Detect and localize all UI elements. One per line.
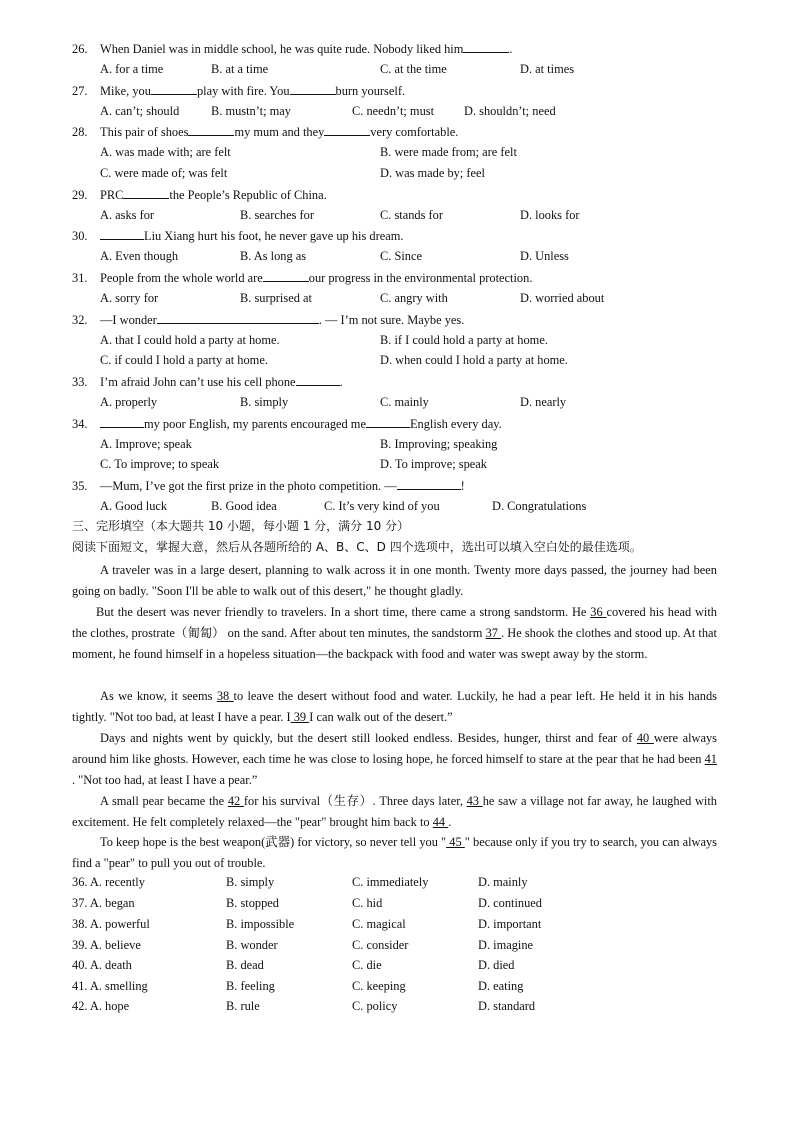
question-text: —I wonder: [100, 313, 157, 327]
question-text-end: .: [339, 375, 343, 389]
option-b: B. surprised at: [240, 291, 312, 305]
paragraph-text: . "Not too had, at least I have a pear.”: [72, 773, 258, 787]
cloze-blank-37: 37: [485, 626, 502, 640]
question-30: [72, 227, 403, 244]
option-a: A. properly: [100, 395, 158, 409]
option-d: D. looks for: [520, 208, 580, 222]
option-a: A. was made with; are felt: [100, 145, 231, 159]
cloze-option-b: B. simply: [226, 875, 275, 889]
paragraph-text: . He shook the clothes and stood up. At that moment, he found himself in a hopeless situation—the backpack with food and water was swept away by the storm.: [72, 626, 717, 661]
paragraph-text: he saw a village not far away, he laughed with excitement. He felt completely relaxed—the "pear" brought him back to: [72, 794, 717, 829]
cloze-option-b: B. wonder: [226, 938, 278, 952]
question-27: [72, 82, 405, 99]
paragraph-text: " because only if you try to search, you can always find a "pear" to pull you out of trouble.: [72, 835, 717, 870]
option-a: A. for a time: [100, 62, 164, 76]
answer-blank: [366, 415, 410, 428]
option-c: C. stands for: [380, 208, 443, 222]
question-33: [72, 373, 343, 390]
question-text: This pair of shoes: [100, 125, 189, 139]
paragraph-text: A small pear became the: [100, 794, 225, 808]
option-b: B. simply: [240, 395, 289, 409]
cloze-option-d: D. important: [478, 917, 542, 931]
answer-blank: [296, 373, 340, 386]
question-number: 26.: [72, 42, 88, 56]
cloze-option-b: B. rule: [226, 999, 260, 1013]
question-text-end: the People’s Republic of China.: [169, 188, 327, 202]
paragraph-text: .: [448, 815, 452, 829]
question-text: Mike, you: [100, 84, 151, 98]
question-number: 29.: [72, 188, 88, 202]
paragraph-text: for his survival（生存）. Three days later,: [243, 794, 463, 808]
question-34: [72, 415, 502, 432]
question-text-end: burn yourself.: [335, 84, 406, 98]
option-d: D. Unless: [520, 249, 569, 263]
option-d: D. was made by; feel: [380, 166, 485, 180]
paragraph-text: I can walk out of the desert.”: [309, 710, 453, 724]
question-number: 27.: [72, 84, 88, 98]
cloze-option-c: C. magical: [352, 917, 406, 931]
cloze-option-a: 38. A. powerful: [72, 917, 150, 931]
option-c: C. To improve; to speak: [100, 457, 220, 471]
question-text-end: Liu Xiang hurt his foot, he never gave up his dream.: [144, 229, 404, 243]
question-text: —Mum, I’ve got the first prize in the photo competition. —: [100, 479, 397, 493]
question-number: 35.: [72, 479, 88, 493]
option-a: A. can’t; should: [100, 104, 180, 118]
cloze-option-d: D. died: [478, 958, 515, 972]
passage-paragraph-2: [72, 602, 717, 665]
answer-blank: [123, 186, 169, 199]
cloze-option-a: 42. A. hope: [72, 999, 130, 1013]
option-b: B. As long as: [240, 249, 307, 263]
cloze-option-c: C. consider: [352, 938, 409, 952]
question-text: People from the whole world are: [100, 271, 263, 285]
option-b: B. if I could hold a party at home.: [380, 333, 548, 347]
question-number: 31.: [72, 271, 88, 285]
option-a: A. Good luck: [100, 499, 168, 513]
answer-blank: [188, 123, 234, 136]
passage-paragraph-5: [72, 791, 717, 833]
question-text: PRC: [100, 188, 124, 202]
cloze-option-a: 37. A. began: [72, 896, 135, 910]
option-d: D. nearly: [520, 395, 567, 409]
option-b: B. were made from; are felt: [380, 145, 517, 159]
answer-blank: [263, 269, 309, 282]
question-text-end: .: [509, 42, 513, 56]
paragraph-text: To keep hope is the best weapon(武器) for victory, so never tell you ": [100, 835, 447, 849]
option-a: A. asks for: [100, 208, 155, 222]
question-number: 30.: [72, 229, 88, 243]
passage-paragraph-3: [72, 686, 717, 728]
question-35: [72, 477, 465, 494]
cloze-blank-43: 43: [466, 794, 483, 808]
passage-paragraph-1: A traveler was in a large desert, planning to walk across it in one month. Twenty more days passed, the journey had been going on badly. "Soon I'll be able to walk out of this desert," he thought gladly.: [72, 563, 717, 598]
cloze-option-a: 40. A. death: [72, 958, 132, 972]
cloze-option-c: C. immediately: [352, 875, 429, 889]
paragraph-text: As we know, it seems: [100, 689, 213, 703]
cloze-option-c: C. die: [352, 958, 382, 972]
paragraph-text: to leave the desert without food and water. Luckily, he had a pear left. He held it in his hands tightly. "Not too bad, at least I have a pear. I: [72, 689, 717, 724]
question-text-mid: my mum and they: [234, 125, 325, 139]
question-text-end: very comfortable.: [370, 125, 459, 139]
option-d: D. worried about: [520, 291, 605, 305]
question-number: 34.: [72, 417, 88, 431]
cloze-option-a: 41. A. smelling: [72, 979, 148, 993]
cloze-blank-40: 40: [636, 731, 654, 745]
answer-blank: [100, 227, 144, 240]
question-number: 33.: [72, 375, 88, 389]
option-c: C. mainly: [380, 395, 429, 409]
question-number: 28.: [72, 125, 88, 139]
cloze-option-d: D. standard: [478, 999, 536, 1013]
cloze-option-b: B. dead: [226, 958, 264, 972]
question-text-end: our progress in the environmental protection.: [308, 271, 533, 285]
cloze-option-c: C. keeping: [352, 979, 406, 993]
cloze-blank-39: 39: [290, 710, 310, 724]
cloze-option-c: C. policy: [352, 999, 398, 1013]
option-d: D. at times: [520, 62, 575, 76]
option-c: C. at the time: [380, 62, 447, 76]
question-number: 32.: [72, 313, 88, 327]
cloze-blank-38: 38: [216, 689, 234, 703]
option-b: B. searches for: [240, 208, 314, 222]
question-31: [72, 269, 532, 286]
answer-blank: [463, 40, 509, 53]
paragraph-text: Days and nights went by quickly, but the desert still looked endless. Besides, hunger, thirst and fear of: [100, 731, 633, 745]
answer-blank: [290, 82, 336, 95]
option-a: A. Even though: [100, 249, 179, 263]
answer-blank: [157, 311, 319, 324]
passage-paragraph-6: [72, 832, 717, 874]
question-28: [72, 123, 458, 140]
option-c: C. needn’t; must: [352, 104, 435, 118]
question-text-mid: my poor English, my parents encouraged me: [144, 417, 366, 431]
answer-blank: [397, 477, 461, 490]
question-text: I’m afraid John can’t use his cell phone: [100, 375, 296, 389]
option-b: B. Improving; speaking: [380, 437, 498, 451]
cloze-option-c: C. hid: [352, 896, 383, 910]
section-instruction: 阅读下面短文，掌握大意，然后从各题所给的 A、B、C、D 四个选项中，选出可以填入空白处的最佳选项。: [72, 540, 642, 554]
option-a: A. that I could hold a party at home.: [100, 333, 280, 347]
option-d: D. To improve; speak: [380, 457, 487, 471]
cloze-option-d: D. mainly: [478, 875, 528, 889]
option-c: C. angry with: [380, 291, 448, 305]
option-c: C. It’s very kind of you: [324, 499, 440, 513]
passage-paragraph-4: [72, 728, 717, 791]
option-c: C. were made of; was felt: [100, 166, 228, 180]
cloze-option-a: 39. A. believe: [72, 938, 141, 952]
paragraph-text: were always around him like ghosts. However, each time he was close to losing hope, he forced himself to stare at the pear that he had been: [72, 731, 717, 766]
cloze-blank-41: 41: [704, 752, 717, 766]
option-a: A. Improve; speak: [100, 437, 192, 451]
question-29: [72, 186, 327, 203]
section-title: 三、完形填空（本大题共 10 小题，每小题 1 分，满分 10 分）: [72, 519, 410, 533]
answer-blank: [100, 415, 144, 428]
paragraph-text: But the desert was never friendly to travelers. In a short time, there came a strong sandstorm. He: [96, 605, 587, 619]
cloze-option-b: B. stopped: [226, 896, 280, 910]
question-text-end: English every day.: [409, 417, 502, 431]
cloze-blank-36: 36: [590, 605, 607, 619]
answer-blank: [324, 123, 370, 136]
question-text-end: !: [460, 479, 465, 493]
question-32: [72, 311, 464, 328]
cloze-option-d: D. imagine: [478, 938, 534, 952]
cloze-option-d: D. continued: [478, 896, 543, 910]
option-d: D. when could I hold a party at home.: [380, 353, 568, 367]
answer-blank: [151, 82, 197, 95]
option-b: B. at a time: [211, 62, 269, 76]
cloze-option-b: B. feeling: [226, 979, 275, 993]
option-c: C. Since: [380, 249, 422, 263]
cloze-blank-45: 45: [446, 835, 465, 849]
cloze-option-b: B. impossible: [226, 917, 295, 931]
question-26: [72, 40, 513, 57]
paragraph-text: covered his head with the clothes, prostrate（匍匐） on the sand. After about ten minutes, the sandstorm: [72, 605, 717, 640]
option-d: D. shouldn’t; need: [464, 104, 556, 118]
cloze-blank-42: 42: [227, 794, 244, 808]
option-c: C. if could I hold a party at home.: [100, 353, 268, 367]
cloze-option-d: D. eating: [478, 979, 524, 993]
option-b: B. Good idea: [211, 499, 277, 513]
question-text: When Daniel was in middle school, he was quite rude. Nobody liked him: [100, 42, 464, 56]
cloze-option-a: 36. A. recently: [72, 875, 145, 889]
option-a: A. sorry for: [100, 291, 159, 305]
cloze-blank-44: 44: [432, 815, 449, 829]
question-text-mid: play with fire. You: [196, 84, 290, 98]
question-text-end: . — I’m not sure. Maybe yes.: [318, 313, 465, 327]
option-d: D. Congratulations: [492, 499, 587, 513]
option-b: B. mustn’t; may: [211, 104, 291, 118]
